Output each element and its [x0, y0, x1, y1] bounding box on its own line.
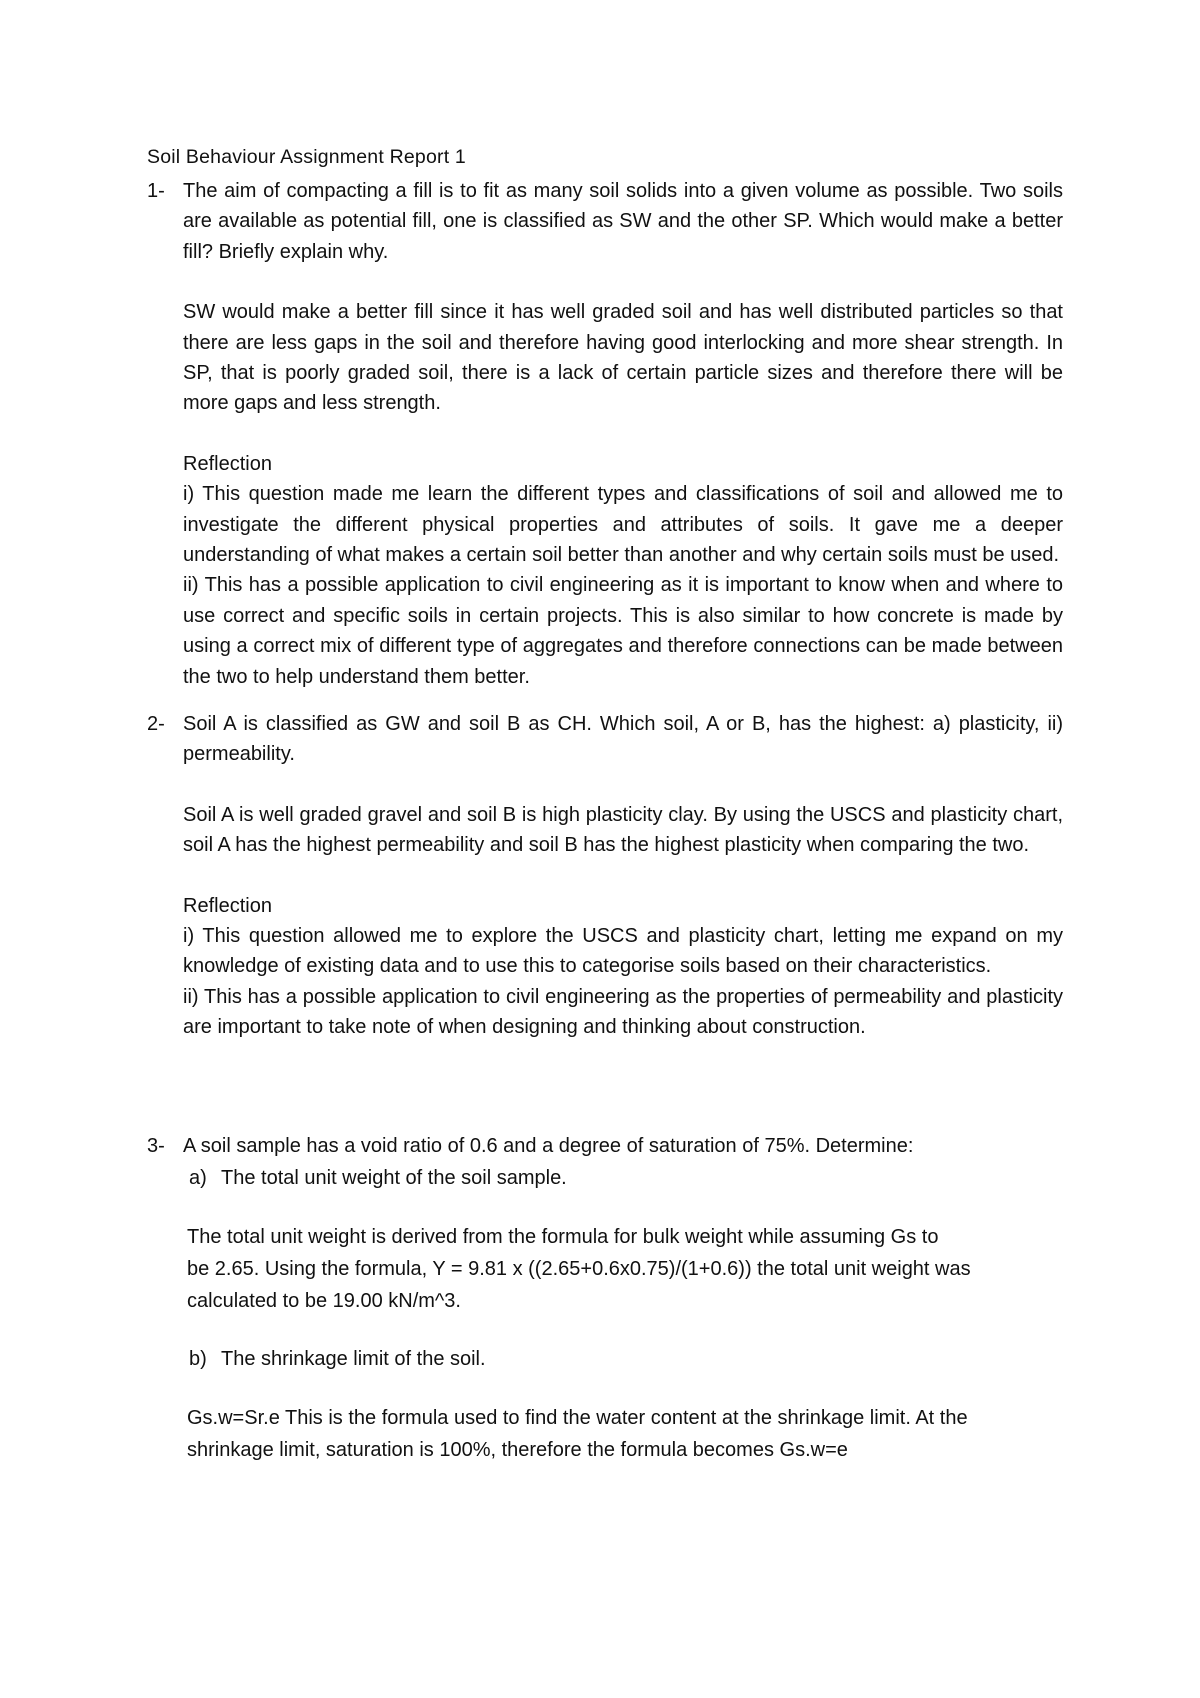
part-letter: a) [189, 1167, 207, 1189]
part-prompt: The total unit weight of the soil sample. [221, 1167, 567, 1189]
answer-line: Gs.w=Sr.e This is the formula used to find the water content at the shrinkage limit. At the [187, 1407, 968, 1429]
reflection-point-ii: ii) This has a possible application to civil engineering as it is important to know when and where to use correct and specific soils in certain projects. This is also similar to how concrete is made by using a correct mix of different type of aggregates and therefore connections can be made between the two to help understand them better. [183, 574, 1063, 688]
question-text: Soil A is classified as GW and soil B as CH. Which soil, A or B, has the highest: a) plasticity, ii) permeability. [183, 713, 1063, 766]
question-2 [147, 709, 1063, 1043]
question-1 [147, 176, 1063, 692]
question-text: A soil sample has a void ratio of 0.6 and a degree of saturation of 75%. Determine: [183, 1135, 914, 1157]
reflection-point-i: i) This question made me learn the different types and classifications of soil and allowed me to investigate the different physical properties and attributes of soils. It gave me a deeper understanding of what makes a certain soil better than another and why certain soils must be used. [183, 483, 1063, 567]
answer-line: The total unit weight is derived from the formula for bulk weight while assuming Gs to [187, 1226, 939, 1248]
question-part-a [183, 1162, 1063, 1194]
reflection-heading: Reflection [183, 452, 272, 475]
question-3 [147, 1130, 1063, 1466]
answer-line: calculated to be 19.00 kN/m^3. [187, 1290, 461, 1312]
part-letter: b) [189, 1348, 207, 1370]
answer-text: Soil A is well graded gravel and soil B is high plasticity clay. By using the USCS and plasticity chart, soil A has the highest permeability and soil B has the highest plasticity when comparing the two. [183, 803, 1063, 857]
question-text: The aim of compacting a fill is to fit as many soil solids into a given volume as possible. Two soils are available as potential fill, one is classified as SW and the other SP. Which would make a better fill? Briefly explain why. [183, 180, 1063, 263]
question-number: 3- [147, 1135, 165, 1157]
part-a-answer [187, 1221, 1063, 1317]
question-part-b [183, 1343, 1063, 1375]
answer-text: SW would make a better fill since it has well graded soil and has well distributed particles so that there are less gaps in the soil and therefore having good interlocking and more shear strength. In SP, that is poorly graded soil, there is a lack of certain particle sizes and therefore there will be more gaps and less strength. [183, 301, 1063, 415]
question-number: 1- [147, 180, 165, 202]
reflection-heading: Reflection [183, 894, 272, 917]
page-title: Soil Behaviour Assignment Report 1 [147, 146, 466, 168]
part-b-answer [187, 1402, 1063, 1466]
question-number: 2- [147, 713, 165, 735]
answer-line: be 2.65. Using the formula, Y = 9.81 x ((2.65+0.6x0.75)/(1+0.6)) the total unit weight was [187, 1258, 971, 1280]
part-prompt: The shrinkage limit of the soil. [221, 1348, 486, 1370]
reflection-point-ii: ii) This has a possible application to civil engineering as the properties of permeability and plasticity are important to take note of when designing and thinking about construction. [183, 985, 1063, 1039]
answer-line: shrinkage limit, saturation is 100%, therefore the formula becomes Gs.w=e [187, 1439, 848, 1461]
reflection-point-i: i) This question allowed me to explore the USCS and plasticity chart, letting me expand on my knowledge of existing data and to use this to categorise soils based on their characteristics. [183, 925, 1063, 978]
